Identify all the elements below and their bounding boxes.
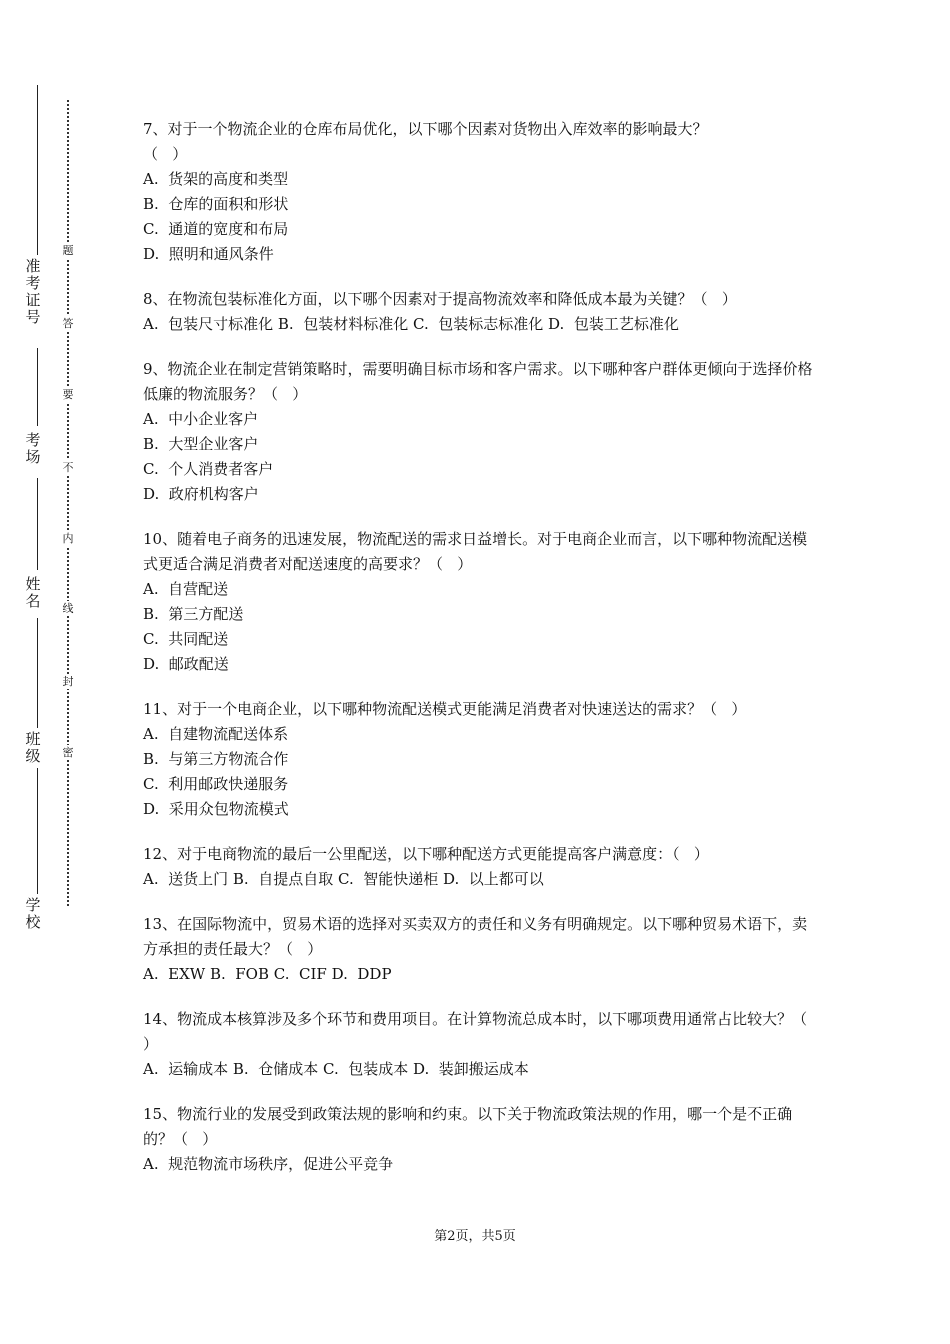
question-12 — [143, 842, 813, 892]
question-text: 12、对于电商物流的最后一公里配送，以下哪种配送方式更能提高客户满意度：（ ） — [143, 845, 709, 863]
option-c: C. 利用邮政快递服务 — [143, 775, 289, 793]
page-number: 第2页，共5页 — [434, 1229, 516, 1244]
question-13 — [143, 912, 813, 987]
fill-line — [37, 478, 38, 570]
question-text: 10、随着电子商务的迅速发展，物流配送的需求日益增长。对于电商企业而言，以下哪种物流配送模式更适合满足消费者对配送速度的高要求？（ ） — [143, 530, 808, 573]
option-b: B. 与第三方物流合作 — [143, 750, 289, 768]
question-text: 13、在国际物流中，贸易术语的选择对买卖双方的责任和义务有明确规定。以下哪种贸易术语下，卖方承担的责任最大？（ ） — [143, 915, 808, 958]
seal-char: 要 — [59, 387, 77, 402]
question-text: 11、对于一个电商企业，以下哪种物流配送模式更能满足消费者对快速送达的需求？（ ） — [143, 700, 747, 718]
option-c: C. 共同配送 — [143, 630, 229, 648]
options-inline: A. 运输成本 B. 仓储成本 C. 包装成本 D. 装卸搬运成本 — [143, 1060, 529, 1078]
option-b: B. 第三方配送 — [143, 605, 244, 623]
option-a: A. 中小企业客户 — [143, 410, 259, 428]
option-c: C. 通道的宽度和布局 — [143, 220, 289, 238]
seal-char: 封 — [59, 674, 77, 689]
option-c: C. 个人消费者客户 — [143, 460, 274, 478]
option-d: D. 邮政配送 — [143, 655, 229, 673]
seal-char: 答 — [59, 316, 77, 331]
options-inline: A. 送货上门 B. 自提点自取 C. 智能快递柜 D. 以上都可以 — [143, 870, 544, 888]
seal-char: 题 — [59, 243, 77, 258]
margin-label-exam-room: 考 场 — [25, 431, 41, 466]
option-b: B. 仓库的面积和形状 — [143, 195, 289, 213]
fill-line — [37, 85, 38, 255]
option-a: A. 自营配送 — [143, 580, 229, 598]
question-7 — [143, 117, 813, 267]
option-a: A. 货架的高度和类型 — [143, 170, 289, 188]
seal-dotted-line — [67, 100, 69, 906]
question-10 — [143, 527, 813, 677]
seal-char: 密 — [59, 745, 77, 760]
question-list — [143, 117, 822, 1197]
options-inline: A. 包装尺寸标准化 B. 包装材料标准化 C. 包装标志标准化 D. 包装工艺标准化 — [143, 315, 679, 333]
option-a: A. 自建物流配送体系 — [143, 725, 289, 743]
question-11 — [143, 697, 813, 822]
option-d: D. 采用众包物流模式 — [143, 800, 289, 818]
fill-line — [37, 618, 38, 728]
question-text: 8、在物流包装标准化方面，以下哪个因素对于提高物流效率和降低成本最为关键？（ ） — [143, 290, 737, 308]
fill-line — [37, 348, 38, 426]
question-9 — [143, 357, 813, 507]
margin-label-school: 学 校 — [25, 896, 41, 931]
option-b: B. 大型企业客户 — [143, 435, 259, 453]
question-14 — [143, 1007, 822, 1082]
option-d: D. 照明和通风条件 — [143, 245, 274, 263]
question-8 — [143, 287, 813, 337]
option-d: D. 政府机构客户 — [143, 485, 259, 503]
option-a: A. 规范物流市场秩序，促进公平竞争 — [143, 1155, 394, 1173]
question-text: 15、物流行业的发展受到政策法规的影响和约束。以下关于物流政策法规的作用，哪一个是不正确的？（ ） — [143, 1105, 793, 1148]
question-text: 7、对于一个物流企业的仓库布局优化，以下哪个因素对货物出入库效率的影响最大？ （ ） — [143, 120, 708, 163]
question-15 — [143, 1102, 813, 1177]
question-text: 9、物流企业在制定营销策略时，需要明确目标市场和客户需求。以下哪种客户群体更倾向于选择价格低廉的物流服务？（ ） — [143, 360, 813, 403]
options-inline: A. EXW B. FOB C. CIF D. DDP — [143, 965, 392, 983]
question-text: 14、物流成本核算涉及多个环节和费用项目。在计算物流总成本时，以下哪项费用通常占比较大？（ ） — [143, 1010, 822, 1053]
seal-char: 内 — [59, 531, 77, 546]
margin-label-name: 姓 名 — [25, 575, 41, 610]
margin-label-class: 班 级 — [25, 730, 41, 765]
seal-char: 不 — [59, 460, 77, 475]
fill-line — [37, 768, 38, 894]
margin-label-exam-id: 准 考 证 号 — [25, 257, 41, 326]
seal-char: 线 — [59, 601, 77, 616]
